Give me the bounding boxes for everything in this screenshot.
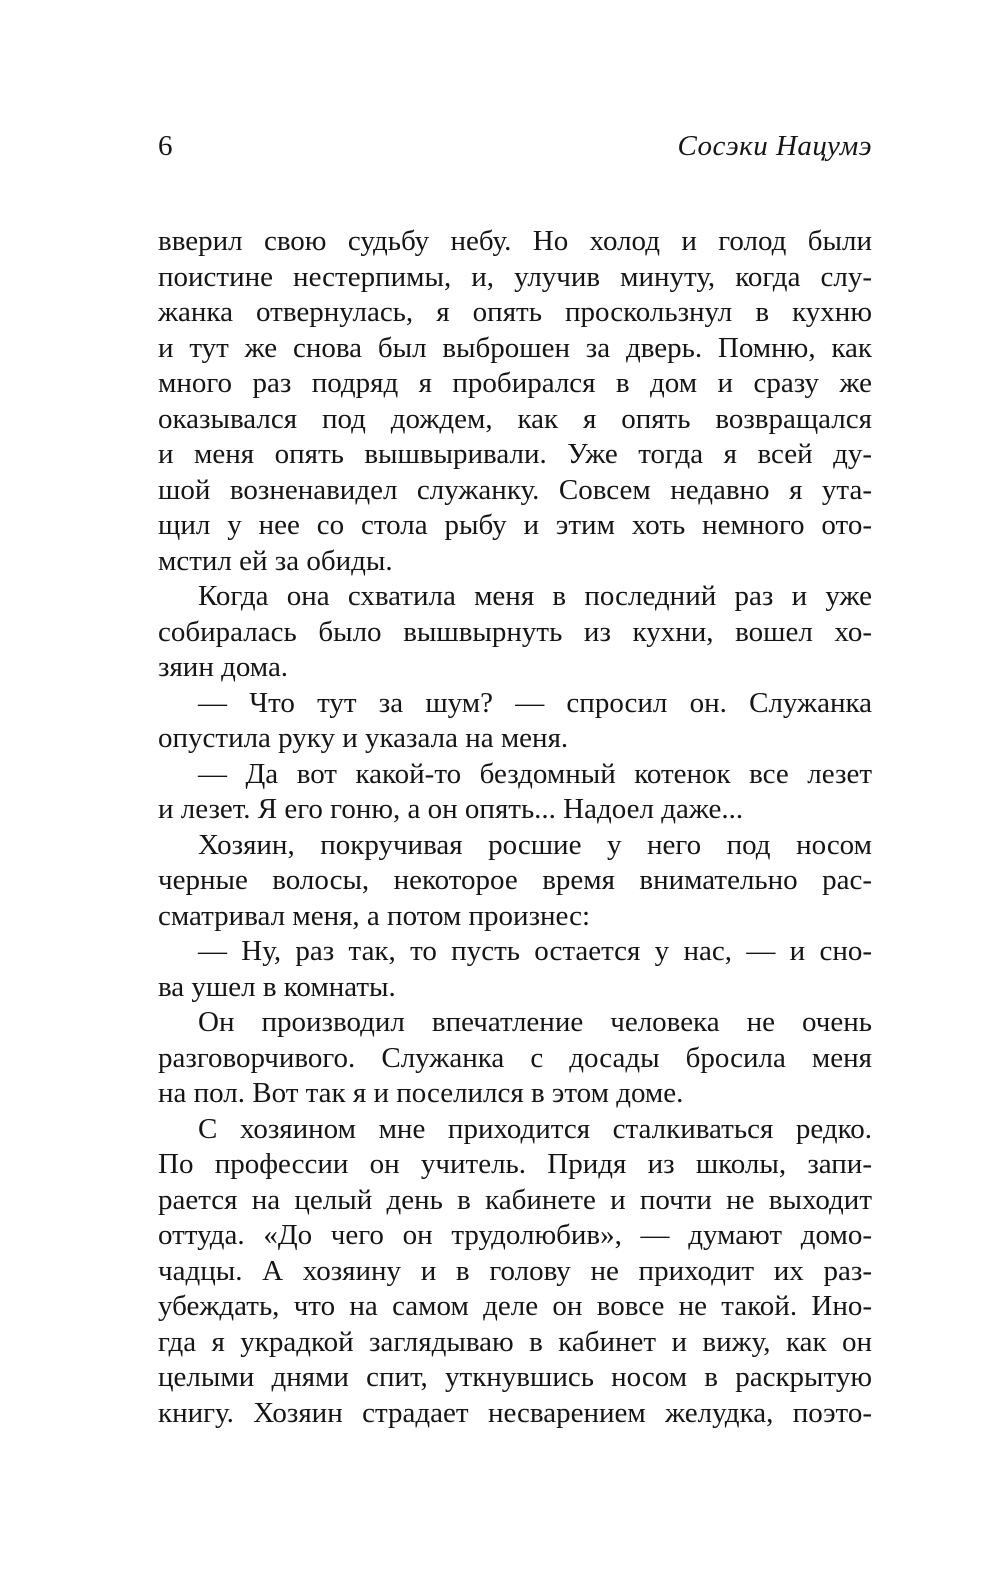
text-line: Хозяин, покручивая росшие у него под носом <box>198 828 872 861</box>
text-line: Он производил впечатление человека не очень <box>198 1006 872 1038</box>
text-line: шой возненавидел служанку. Совсем недавно я ута- <box>158 473 872 506</box>
text-line: поистине нестерпимы, и, улучив минуту, когда слу- <box>158 260 872 293</box>
body-text-block <box>158 224 872 1431</box>
text-line: разговорчивого. Служанка с досады бросила меня <box>158 1041 872 1074</box>
text-line: По профессии он учитель. Придя из школы, запи- <box>158 1148 872 1180</box>
running-header <box>158 130 872 163</box>
text-line: книгу. Хозяин страдает несварением желудка, поэто- <box>158 1396 872 1429</box>
text-line: целыми днями спит, уткнувшись носом в раскрытую <box>158 1361 872 1393</box>
text-line: убеждать, что на самом деле он вовсе не такой. Ино- <box>158 1290 872 1322</box>
text-line: — Ну, раз так, то пусть остается у нас, — и сно- <box>198 935 872 967</box>
text-line: гда я украдкой заглядываю в кабинет и вижу, как он <box>158 1325 872 1358</box>
text-line: оттуда. «До чего он трудолюбив», — думают домо- <box>158 1219 872 1251</box>
text-line: — Да вот какой-то бездомный котенок все лезет <box>198 757 872 790</box>
text-line: ва ушел в комнаты. <box>158 970 396 1003</box>
text-line: вверил свою судьбу небу. Но холод и голод были <box>158 225 872 257</box>
text-line: на пол. Вот так я и поселился в этом доме. <box>158 1077 684 1109</box>
text-line: черные волосы, некоторое время внимательно рас- <box>158 864 872 896</box>
text-line: сматривал меня, а потом произнес: <box>158 899 591 932</box>
running-head-author: Сосэки Нацумэ <box>677 130 872 162</box>
text-line: мстил ей за обиды. <box>158 544 393 577</box>
text-line: оказывался под дождем, как я опять возвращался <box>158 402 872 435</box>
text-line: жанка отвернулась, я опять проскользнул в кухню <box>158 296 872 328</box>
text-line: и лезет. Я его гоню, а он опять... Надоел даже... <box>158 793 744 825</box>
text-line: чадцы. А хозяину и в голову не приходит их раз- <box>158 1254 872 1287</box>
text-line: щил у нее со стола рыбу и этим хоть немного ото- <box>158 509 872 541</box>
text-line: — Что тут за шум? — спросил он. Служанка <box>198 686 872 719</box>
text-line: и меня опять вышвыривали. Уже тогда я всей ду- <box>158 438 872 470</box>
text-line: Когда она схватила меня в последний раз и уже <box>198 580 872 612</box>
text-line: зяин дома. <box>158 651 289 683</box>
text-line: и тут же снова был выброшен за дверь. Помню, как <box>158 331 872 364</box>
text-line: С хозяином мне приходится сталкиваться редко. <box>198 1112 872 1145</box>
text-line: много раз подряд я пробирался в дом и сразу же <box>158 367 872 399</box>
page-number: 6 <box>158 130 173 162</box>
text-line: опустила руку и указала на меня. <box>158 722 569 754</box>
text-line: рается на целый день в кабинете и почти не выходит <box>158 1183 872 1216</box>
text-line: собиралась было вышвырнуть из кухни, вошел хо- <box>158 615 872 648</box>
